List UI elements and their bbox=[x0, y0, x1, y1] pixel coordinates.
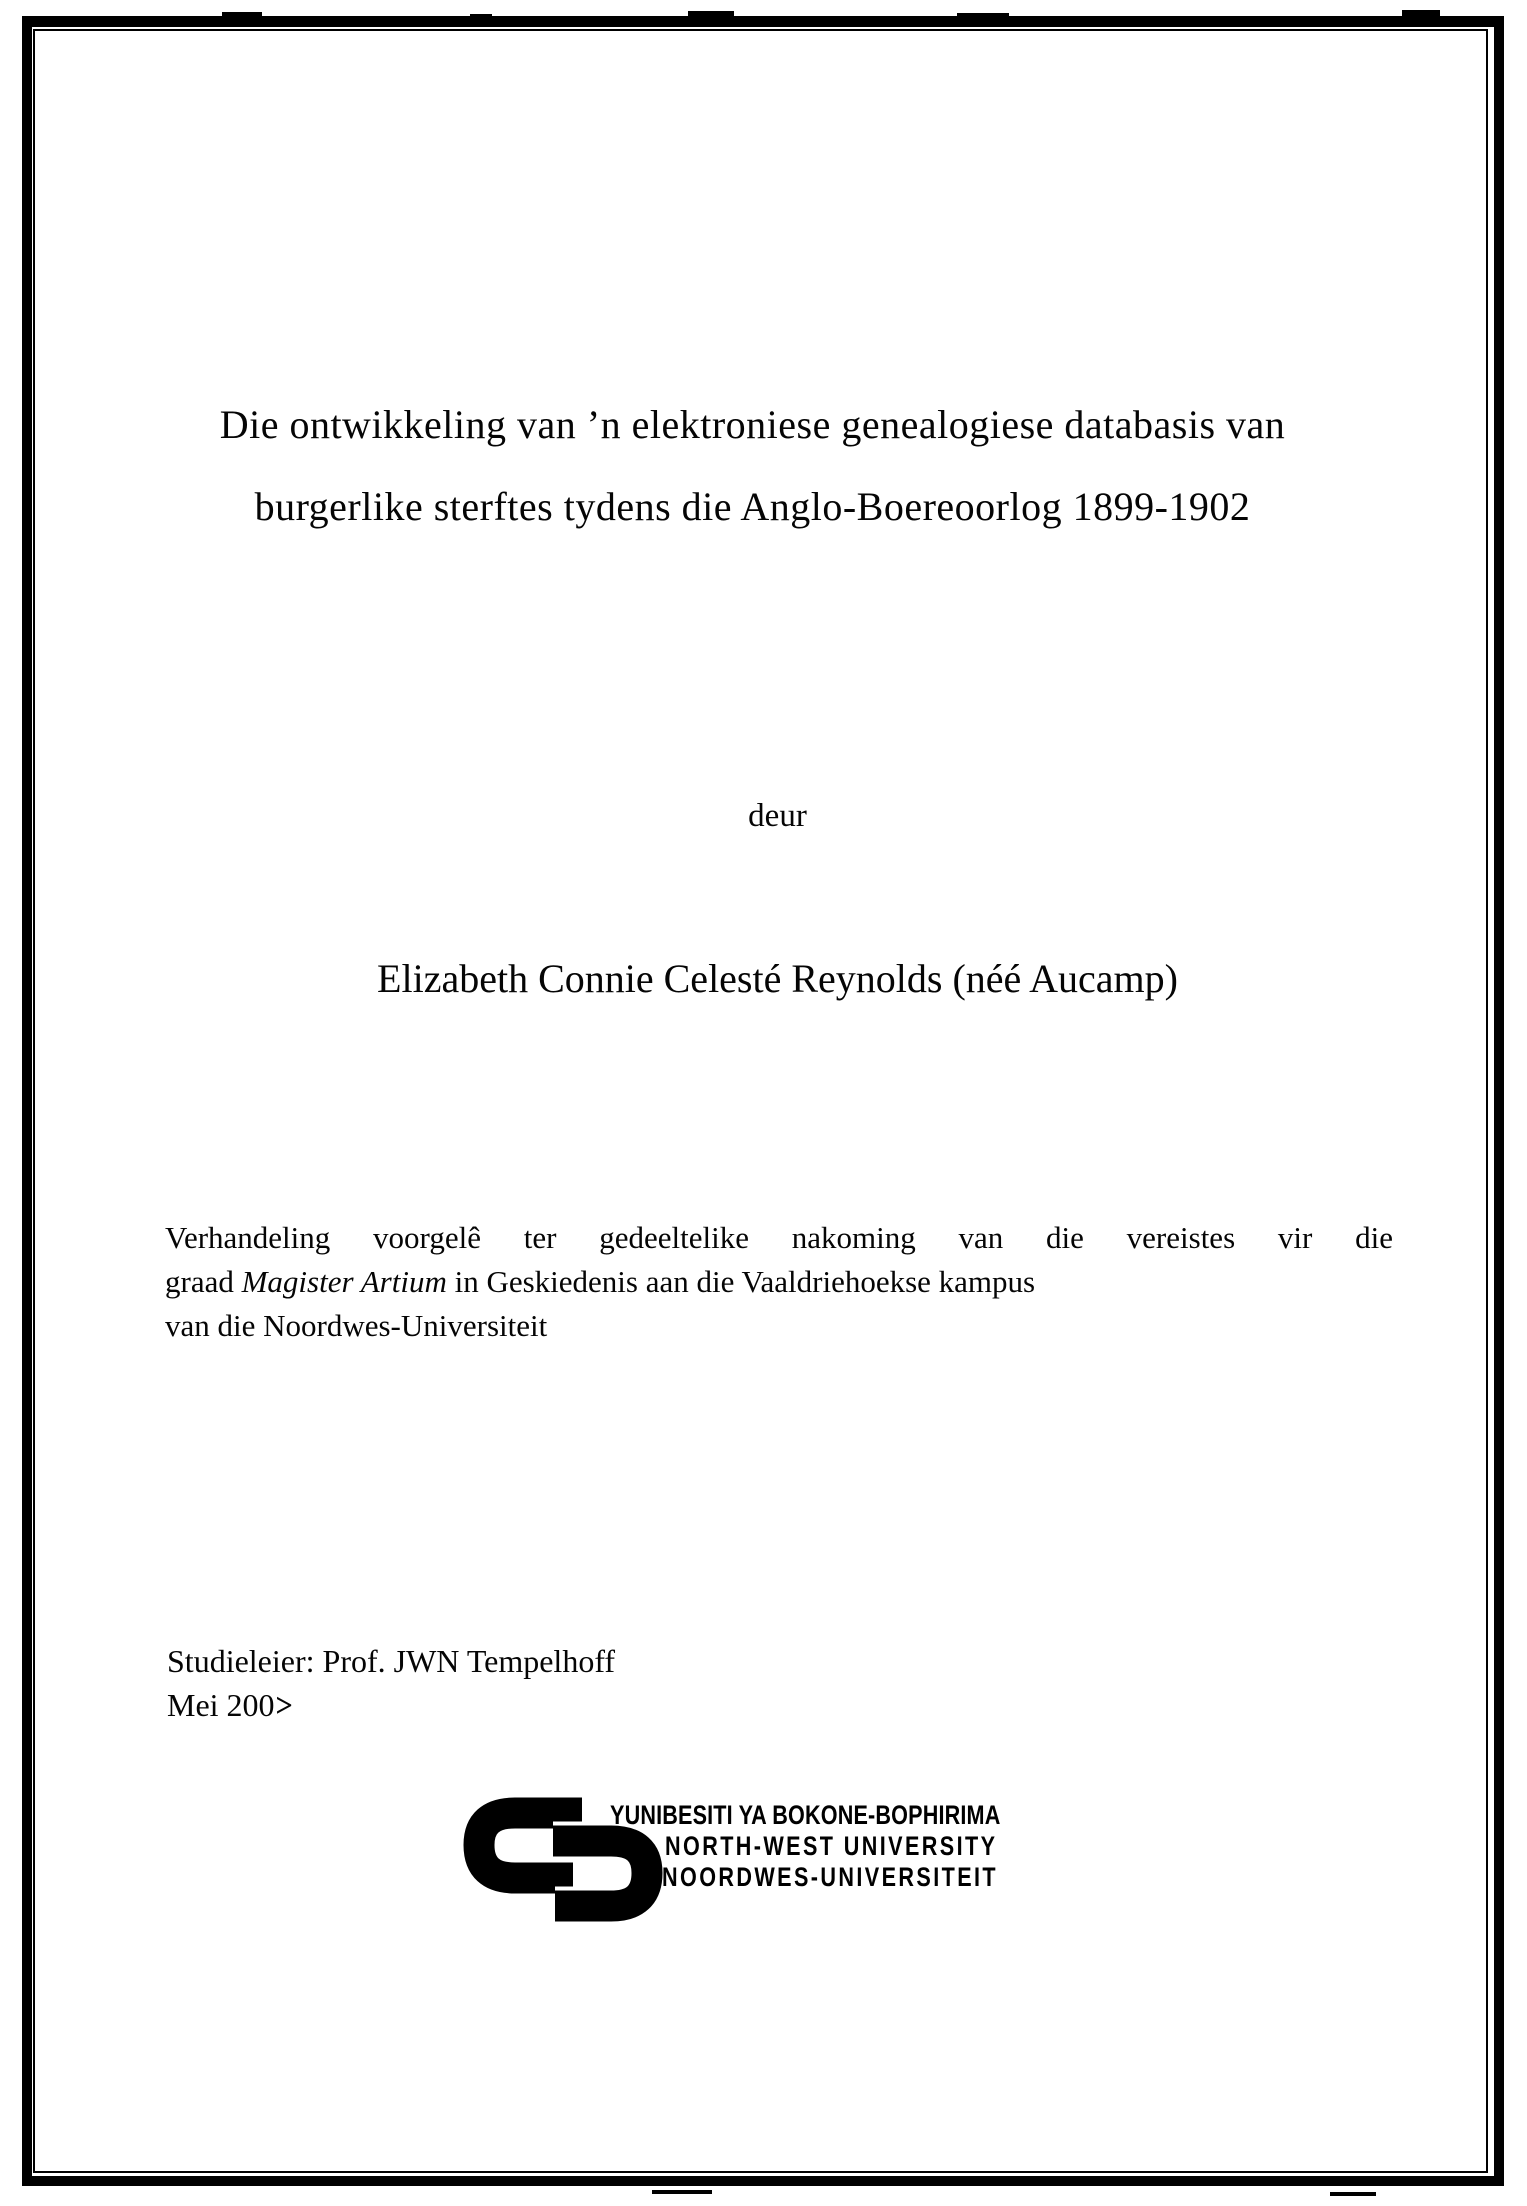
thesis-title-line1: Die ontwikkeling van ’n elektroniese genealogiese databasis van bbox=[219, 402, 1286, 447]
date-text: Mei 200 bbox=[167, 1687, 275, 1723]
thesis-title bbox=[140, 384, 1365, 548]
date-last-digit-glyph: > bbox=[275, 1686, 293, 1724]
university-wordmark bbox=[610, 1800, 1098, 1893]
submission-line2-suffix: in Geskiedenis aan die Vaaldriehoekse kampus bbox=[446, 1264, 1036, 1299]
scan-artifact bbox=[957, 13, 1009, 19]
submission-line2-prefix: graad bbox=[165, 1264, 242, 1299]
date-line bbox=[167, 1683, 1067, 1727]
degree-name: Magister Artium bbox=[241, 1264, 447, 1299]
university-name-setswana: YUNIBESITI YA BOKONE-BOPHIRIMA bbox=[610, 1800, 1001, 1830]
scan-artifact bbox=[470, 14, 492, 19]
submission-line1: Verhandeling voorgelê ter gedeeltelike nakoming van die vereistes vir die bbox=[165, 1220, 1393, 1255]
scan-artifact bbox=[222, 12, 262, 18]
university-name-afrikaans: NOORDWES-UNIVERSITEIT bbox=[662, 1862, 999, 1892]
scan-artifact bbox=[1402, 10, 1440, 17]
scan-artifact bbox=[688, 11, 734, 18]
supervisor-block bbox=[167, 1639, 1067, 1727]
university-name-english: NORTH-WEST UNIVERSITY bbox=[665, 1831, 998, 1861]
author-name: Elizabeth Connie Celesté Reynolds (néé Aucamp) bbox=[377, 956, 1178, 1001]
supervisor-line: Studieleier: Prof. JWN Tempelhoff bbox=[167, 1643, 616, 1679]
scan-artifact bbox=[1330, 2192, 1376, 2196]
thesis-title-line2: burgerlike sterftes tydens die Anglo-Boereoorlog 1899-1902 bbox=[254, 484, 1251, 529]
submission-line2 bbox=[165, 1260, 1393, 1304]
scan-artifact bbox=[652, 2190, 712, 2194]
byline-word: deur bbox=[748, 798, 807, 834]
submission-statement bbox=[165, 1216, 1393, 1348]
submission-line3: van die Noordwes-Universiteit bbox=[165, 1308, 548, 1343]
